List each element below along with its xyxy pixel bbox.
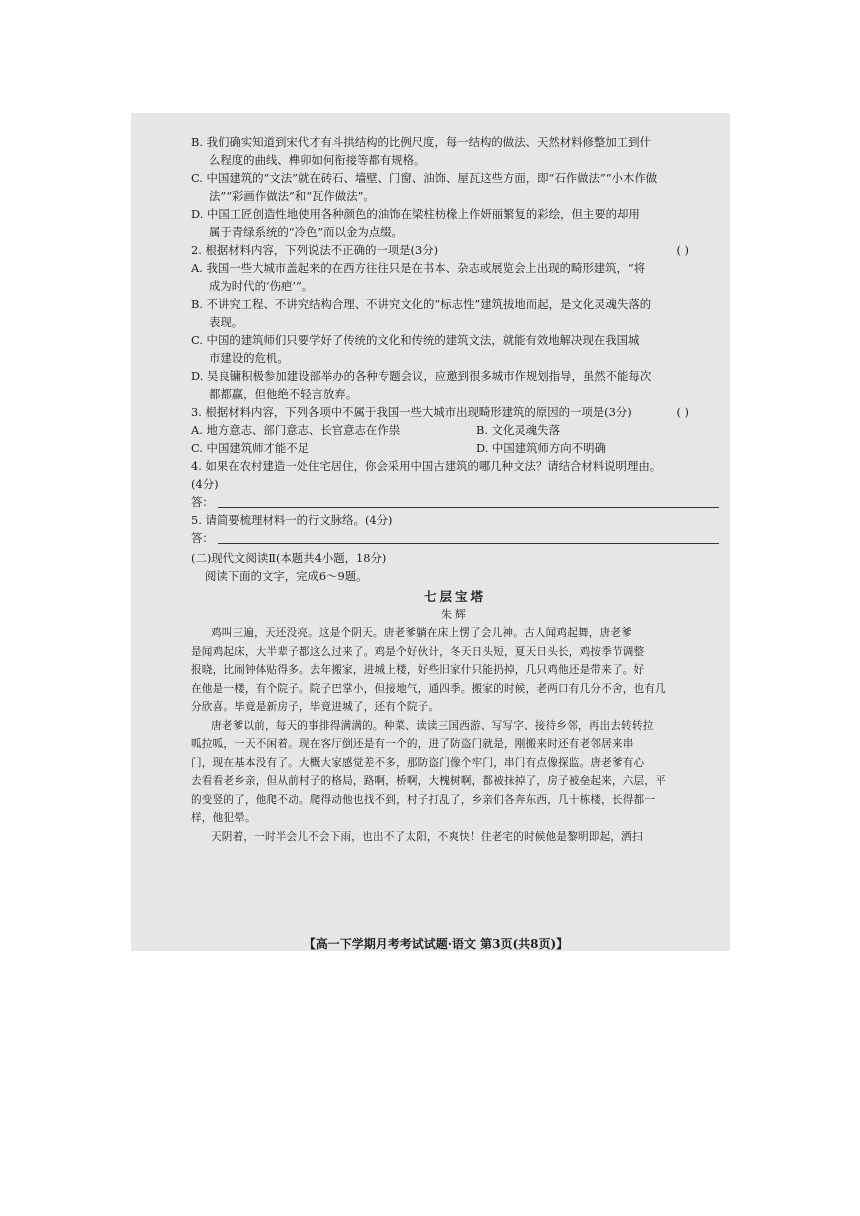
q3-option-c: C. 中国建筑师才能不足 [191, 441, 310, 455]
question-stem [191, 403, 719, 421]
q2-option-a-line1: A. 我国一些大城市盖起来的在西方往往只是在书本、杂志或展览会上出现的畸形建筑，“将 [191, 261, 646, 275]
question-4-points: (4分) [191, 477, 219, 491]
answer-underline [218, 507, 719, 508]
page-footer: 【高一下学期月考考试试题·语文 第3页(共8页)】 [303, 937, 569, 951]
q2-option-d-line1: D. 吴良镛积极参加建设部举办的各种专题会议，应邀到很多城市作规划指导，虽然不能每次 [191, 369, 652, 383]
exam-content [191, 133, 719, 846]
exam-page-photo [131, 113, 730, 951]
question-5-stem: 5. 请简要梳理材料一的行文脉络。(4分) [191, 513, 393, 527]
q2-option-b-line2: 表现。 [209, 315, 244, 329]
q3-options-row-1 [191, 421, 719, 439]
story-line: 是闻鸡起床，大半辈子都这么过来了。鸡是个好伙计，冬天日头短，夏天日头长，鸡按季节调整 [191, 645, 645, 658]
section-2 [191, 549, 719, 585]
q2-option-d-line2: 都都赢，但他绝不轻言放弃。 [209, 387, 358, 401]
question-5 [191, 511, 719, 547]
story-paragraph-3 [191, 828, 719, 847]
text-line: B. 我们确实知道到宋代才有斗拱结构的比例尺度，每一结构的做法、天然材料修整加工到什 [191, 135, 651, 149]
text-line: 么程度的曲线、榫卯如何衔接等都有规格。 [209, 153, 426, 167]
question-3 [191, 403, 719, 457]
question-3-stem: 3. 根据材料内容，下列各项中不属于我国一些大城市出现畸形建筑的原因的一项是(3分) [191, 405, 632, 419]
answer-paren: ( ) [676, 243, 689, 257]
q1-option-b [191, 133, 719, 169]
question-2-stem: 2. 根据材料内容，下列说法不正确的一项是(3分) [191, 243, 439, 257]
story-line: 去看看老乡亲，但从前村子的格局，路啊，桥啊，大槐树啊，都被抹掉了，房子被垒起来，六层，平 [191, 775, 666, 787]
answer-paren: ( ) [676, 405, 689, 419]
story-line: 报晓，比闹钟体贴得多。去年搬家，进城上楼，好些旧家什只能扔掉，几只鸡他还是带来了。好 [191, 664, 645, 676]
question-4-stem: 4. 如果在农村建造一处住宅居住，你会采用中国古建筑的哪几种文法？请结合材料说明理由。 [191, 459, 662, 473]
q3-option-d: D. 中国建筑师方向不明确 [476, 441, 606, 455]
question-4 [191, 457, 719, 511]
question-2 [191, 241, 719, 403]
answer-line[interactable] [191, 529, 719, 547]
story-line: 分欣喜。毕竟是新房子，毕竟进城了，还有个院子。 [191, 701, 440, 713]
q2-option-c-line2: 市建设的危机。 [209, 351, 289, 365]
story-line: 鸡叫三遍，天还没亮。这是个阴天。唐老爹躺在床上愣了会儿神。古人闻鸡起舞，唐老爹 [211, 627, 632, 639]
story-paragraph-2 [191, 717, 719, 828]
q1-option-d [191, 205, 719, 241]
answer-label: 答： [191, 531, 214, 545]
answer-line[interactable] [191, 493, 719, 511]
section-2-instruction: 阅读下面的文字，完成6～9题。 [205, 569, 368, 583]
q3-options-row-2 [191, 439, 719, 457]
q1-option-c [191, 169, 719, 205]
text-line: D. 中国工匠创造性地使用各种颜色的油饰在梁柱枋椽上作妍丽繁复的彩绘，但主要的却用 [191, 207, 640, 221]
text-line: 法”“彩画作做法”和“瓦作做法”。 [209, 189, 375, 203]
section-2-heading: (二)现代文阅读Ⅱ(本题共4小题，18分) [191, 551, 387, 565]
q3-option-a: A. 地方意志、部门意志、长官意志在作祟 [191, 423, 401, 437]
story-line: 天阴着，一时半会儿不会下雨，也出不了太阳，不爽快！住老宅的时候他是黎明即起，洒扫 [211, 830, 643, 843]
story-title: 七层宝塔 [423, 589, 486, 604]
text-line: C. 中国建筑的“文法”就在砖石、墙壁、门窗、油饰、屋瓦这些方面，即“石作做法”“小木作做 [191, 171, 658, 185]
q2-option-b-line1: B. 不讲究工程、不讲究结构合理、不讲究文化的“标志性”建筑拔地而起，是文化灵魂失落的 [191, 297, 652, 311]
story-line: 在他是一楼，有个院子。院子巴掌小，但接地气，通四季。搬家的时候，老两口有几分不舍，也有几 [191, 682, 666, 695]
answer-label: 答： [191, 495, 214, 509]
story-paragraph-1 [191, 624, 719, 717]
story-line: 门，现在基本没有了。大概大家感觉差不多，那防盗门像个牢门，串门有点像探监。唐老爹有心 [191, 756, 645, 769]
story-line: 呱拉呱，一天不闲着。现在客厅倒还是有一个的，进了防盗门就是，刚搬来时还有老邻居来串 [191, 738, 634, 750]
story-author: 朱辉 [441, 608, 469, 621]
question-stem [191, 241, 719, 259]
story-line: 的变竖的了，他爬不动。爬得动他也找不到，村子打乱了，乡亲们各奔东西，几十栋楼，长得都一 [191, 793, 656, 806]
story-body [191, 624, 719, 846]
q2-option-a-line2: 成为时代的‘伤疤’”。 [209, 279, 314, 293]
text-line: 属于青绿系统的“冷色”而以金为点缀。 [209, 225, 403, 239]
story-line: 唐老爹以前，每天的事排得满满的。种菜、读读三国西游、写写字、接待乡邻，再出去转转拉 [211, 719, 654, 732]
q3-option-b: B. 文化灵魂失落 [476, 423, 560, 437]
story-line: 样，他犯晕。 [191, 812, 256, 824]
answer-underline [218, 543, 719, 544]
q2-option-c-line1: C. 中国的建筑师们只要学好了传统的文化和传统的建筑文法，就能有效地解决现在我国城 [191, 333, 640, 347]
